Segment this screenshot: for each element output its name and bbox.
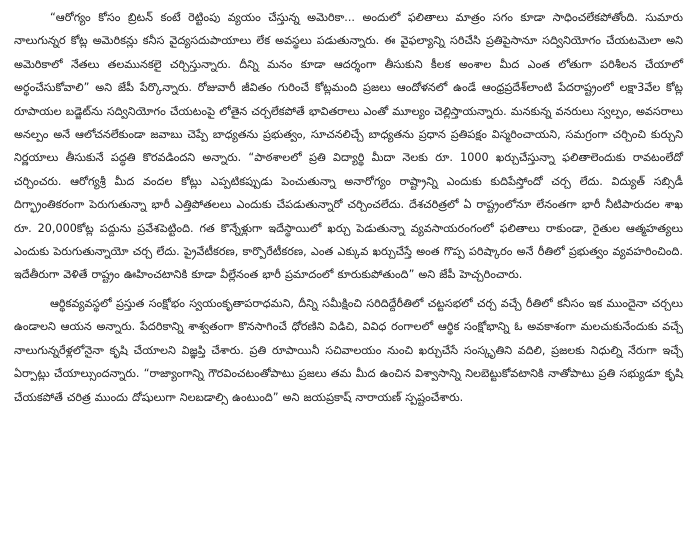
paragraph-1: “ఆరోగ్యం కోసం బ్రిటన్ కంటే రెట్టింపు వ్యయం చేస్తున్న అమెరికా... అందులో ఫలితాలు మాత్రం సగం కూడా సాధించలేకపోతోంది. సుమారు నాలుగున్నర కోట్ల అమెరికన్లు కనీస వైద్యసదుపాయాలు లేక అవస్థలు పడుతున్నారు. ఈ వైఫల్యాన్ని సరిచేసి ప్రతిపైసానూ సద్వినియోగం చేయటమెలా అని అమెరికాలో నేతలు తలమునకలై చర్చిస్తున్నారు. దీన్ని మనం కూడా ఆదర్శంగా తీసుకుని కీలక అంశాల మీద ఎంత లోతుగా పరిశీలన చేయాలో అర్థంచేసుకోవాలి” అని జేపీ పేర్కొన్నారు. రోజువారీ జీవితం గురించే కోట్లమంది ప్రజలు ఆందోళనలో ఉండే ఆంధ్రప్రదేశ్‌లాంటి పేదరాష్ట్రంలో లక్షా3వేల కోట్ల రూపాయల బడ్జెట్‌ను సద్వినియోగం చేయటంపై లోతైన చర్చలేకపోతే భావితరాలు ఎంతో మూల్యం చెల్లిస్తాయన్నారు. మనకున్న వనరులు స్వల్పం, అవసరాలు అనల్పం అనే ఆలోచనలేకుండా జవాబు చెప్పే బాధ్యతను ప్రభుత్వం, సూచనలిచ్చే బాధ్యతను ప్రధాన ప్రతిపక్షం విస్మరించాయని, సమగ్రంగా చర్చించి కుర్చుని నిర్ణయాలు తీసుకునే పద్ధతి కొరవడిందని అన్నారు. “పాఠశాలలో ప్రతి విద్యార్థి మీదా నెలకు రూ. 1000 ఖర్చుచేస్తున్నా ఫలితాలెందుకు రావటంలేదో చర్చించరు. ఆరోగ్యశ్రీ మీద వందల కోట్లు ఎప్పటికప్పుడు పెంచుతున్నా అనారోగ్యం రాష్ట్రాన్ని ఎందుకు కుదిపేస్తోందో చర్చ లేదు. విద్యుత్ సబ్సిడీ దిగ్భ్రాంతికరంగా పెరుగుతున్నా భారీ ఎత్తిపోతలలు ఎందుకు చేపడుతున్నారో చర్చించలేదు. దేశచరిత్రలో ఏ రాష్ట్రంలోనూ లేనంతగా భారీ నీటిపారుదల శాఖ రూ. 20,000కోట్ల పద్దును ప్రవేశపెట్టింది. గత కొన్నేళ్లుగా ఇదేస్థాయిలో ఖర్చు పెడుతున్నా వ్యవసాయరంగంలో ఫలితాలు రాకుండా, రైతుల ఆత్మహత్యలు ఎందుకు పెరుగుతున్నాయో చర్చ లేదు. ప్రైవేటీకరణ, కార్పొరేటీకరణ, ఎంత ఎక్కువ ఖర్చుచేస్తే అంత గొప్ప పరిష్కారం అనే రీతిలో ప్రభుత్వం వ్యవహరించింది. ఇదేతీరుగా వెళితే రాష్ట్రం ఊహించటానికి కూడా వీల్లేనంత భారీ ప్రమాదంలో కూరుకుపోతుంది” అని జేపీ హెచ్చరించారు. (14, 11, 683, 282)
paragraph-2: ఆర్థికవ్యవస్థలో ప్రస్తుత సంక్షోభం స్వయంకృతాపరాధమని, దీన్ని సమీక్షించి సరిదిద్దేరీతిలో చట్టసభలో చర్చ వచ్చే రీతిలో కనీసం ఇక ముందైనా చర్చలు ఉండాలని ఆయన అన్నారు. పేదరికాన్ని శాశ్వతంగా కొనసాగించే ధోరణిని విడిచి, వివిధ రంగాలలో ఆర్థిక సంక్షోభాన్ని ఓ అవకాశంగా మలచుకునేందుకు వచ్చే నాలుగున్నరేళ్లలోనైనా కృషి చేయాలని విజ్ఞప్తి చేశారు. ప్రతి రూపాయినీ సచివాలయం నుంచి ఖర్చుచేసే సంస్కృతిని వదిలి, ప్రజలకు నిధుల్ని నేరుగా ఇచ్చే ఏర్పాట్లు చేయాల్సుందన్నారు. “రాజ్యాంగాన్ని గౌరవించటంతోపాటు ప్రజలు తమ మీద ఉంచిన విశ్వాసాన్ని నిలబెట్టుకోవటానికి నాతోపాటు ప్రతి సభ్యుడూ కృషి చేయకపోతే చరిత్ర ముందు దోషులుగా నిలబడాల్సి ఉంటుంది” అని జయప్రకాష్ నారాయణ్ స్పష్టంచేశారు. (14, 296, 683, 404)
